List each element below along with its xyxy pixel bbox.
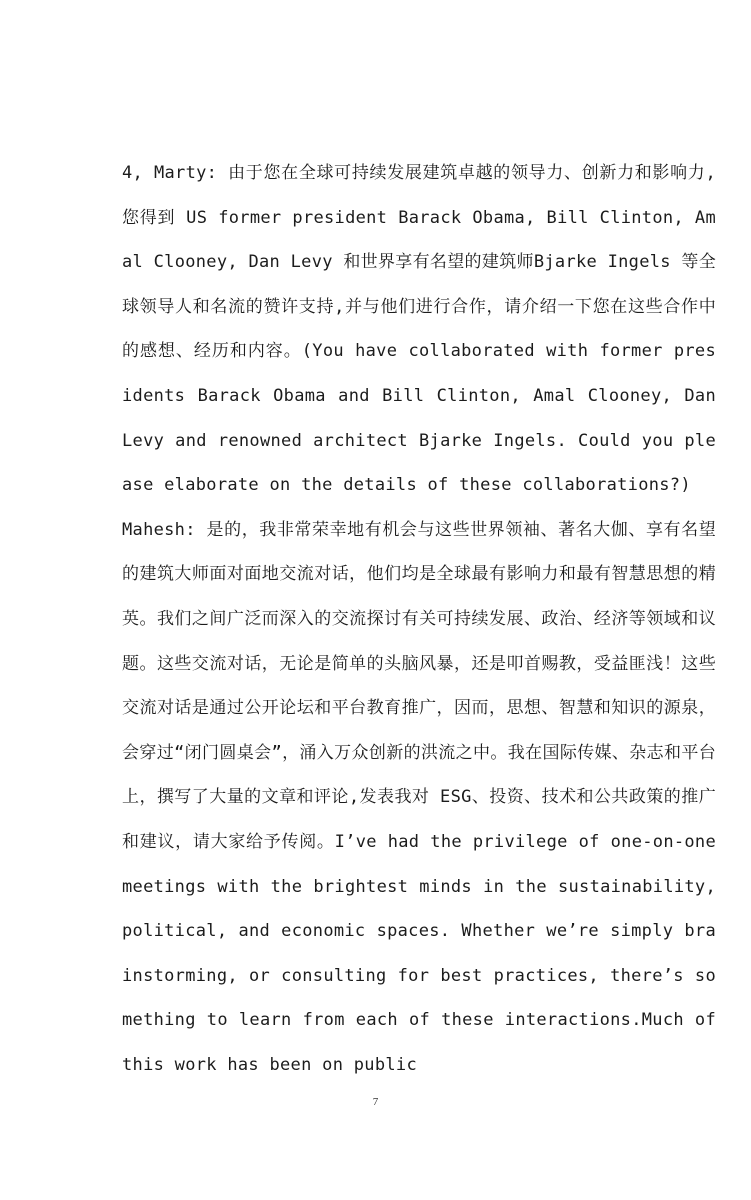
interview-question: 4, Marty: 由于您在全球可持续发展建筑卓越的领导力、创新力和影响力,您得到 US former president Barack Obama, Bill Clinton, Amal Clooney, Dan Levy 和世界享有名望的建筑师Bjarke Ingels 等全球领导人和名流的赞许支持,并与他们进行合作，请介绍一下您在这些合作中的感想、经历和内容。(You have collaborated with former presidents Barack Obama and Bill Clinton, Amal Clooney, Dan Levy and renowned architect Bjarke Ingels. Could you please elaborate on the details of these collaborations?) xyxy=(122,163,716,496)
interview-answer: Mahesh: 是的，我非常荣幸地有机会与这些世界领袖、著名大伽、享有名望的建筑大师面对面地交流对话，他们均是全球最有影响力和最有智慧思想的精英。我们之间广泛而深入的交流探讨有关可持续发展、政治、经济等领域和议题。这些交流对话，无论是简单的头脑风暴，还是叩首赐教，受益匪浅！这些交流对话是通过公开论坛和平台教育推广，因而，思想、智慧和知识的源泉，会穿过“闭门圆桌会”，涌入万众创新的洪流之中。我在国际传媒、杂志和平台上，撰写了大量的文章和评论,发表我对 ESG、投资、技术和公共政策的推广和建议，请大家给予传阅。I’ve had the privilege of one-on-one meetings with the brightest minds in the sustainability, political, and economic spaces. Whether we’re simply brainstorming, or consulting for best practices, there’s something to learn from each of these interactions.Much of this work has been on public xyxy=(122,519,716,1075)
page-number: 7 xyxy=(372,1096,379,1108)
body-text xyxy=(122,151,716,1087)
